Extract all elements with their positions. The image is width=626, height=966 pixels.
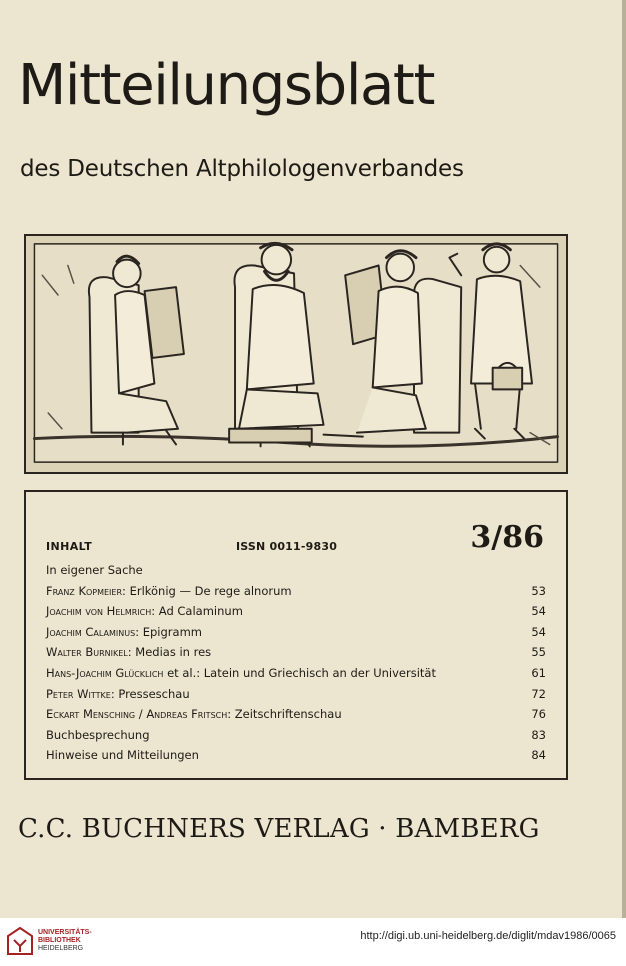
toc-title: : Epigramm (135, 624, 202, 639)
issn-number: ISSN 0011-9830 (236, 540, 338, 553)
masthead-title: Mitteilungsblatt (18, 53, 435, 118)
toc-entry (46, 725, 546, 746)
toc-page: 61 (531, 665, 546, 680)
toc-entry (46, 704, 546, 725)
toc-page: 72 (531, 686, 546, 701)
toc-entry (46, 601, 546, 622)
toc-author: Peter Wittke (46, 686, 111, 701)
relief-illustration (24, 234, 568, 474)
toc-entry (46, 622, 546, 643)
toc-page: 84 (531, 748, 546, 763)
table-of-contents (24, 490, 568, 780)
toc-author: Franz Kopmeier (46, 583, 123, 598)
digitization-footer (0, 918, 626, 966)
toc-title: : Zeitschriftenschau (227, 707, 342, 722)
toc-title: : Ad Calaminum (151, 604, 243, 619)
library-name-line1: UNIVERSITÄTS- (38, 929, 92, 936)
toc-entry (46, 663, 546, 684)
toc-page: 53 (531, 583, 546, 598)
toc-page: 54 (531, 604, 546, 619)
toc-list (46, 560, 546, 766)
toc-author: Joachim von Helmrich (46, 604, 152, 619)
source-url-link[interactable]: http://digi.ub.uni-heidelberg.de/diglit/mdav1986/0065 (360, 930, 616, 942)
toc-author: Hans-Joachim Glücklich (46, 665, 164, 680)
toc-title: : Erlkönig — De rege alnorum (122, 583, 292, 598)
toc-author: Eckart Mensching / Andreas Fritsch (46, 707, 228, 722)
toc-author: Joachim Calaminus (46, 624, 136, 639)
toc-page: 54 (531, 624, 546, 639)
library-logo-icon (6, 926, 34, 956)
toc-entry (46, 560, 546, 581)
toc-title: Hinweise und Mitteilungen (46, 748, 199, 763)
toc-title: Buchbesprechung (46, 727, 150, 742)
page-edge (622, 0, 626, 966)
toc-entry (46, 684, 546, 705)
toc-entry (46, 581, 546, 602)
library-name-line3: HEIDELBERG (38, 945, 84, 952)
toc-page: 83 (531, 727, 546, 742)
toc-page: 76 (531, 707, 546, 722)
publisher-imprint: C.C. BUCHNERS VERLAG · BAMBERG (18, 814, 540, 844)
toc-entry (46, 745, 546, 766)
toc-page: 55 (531, 645, 546, 660)
masthead-subtitle: des Deutschen Altphilologenverbandes (20, 156, 464, 182)
toc-title: In eigener Sache (46, 563, 143, 577)
relief-drawing (26, 236, 566, 472)
library-name (38, 929, 92, 953)
toc-title: : Presseschau (110, 686, 190, 701)
toc-title: et al.: Latein und Griechisch an der Universität (163, 665, 436, 680)
library-name-line2: BIBLIOTHEK (38, 937, 81, 944)
toc-entry (46, 642, 546, 663)
toc-title: : Medias in res (127, 645, 212, 660)
toc-author: Walter Burnikel (46, 645, 128, 660)
contents-label: INHALT (46, 540, 93, 553)
issue-number: 3/86 (470, 520, 544, 555)
